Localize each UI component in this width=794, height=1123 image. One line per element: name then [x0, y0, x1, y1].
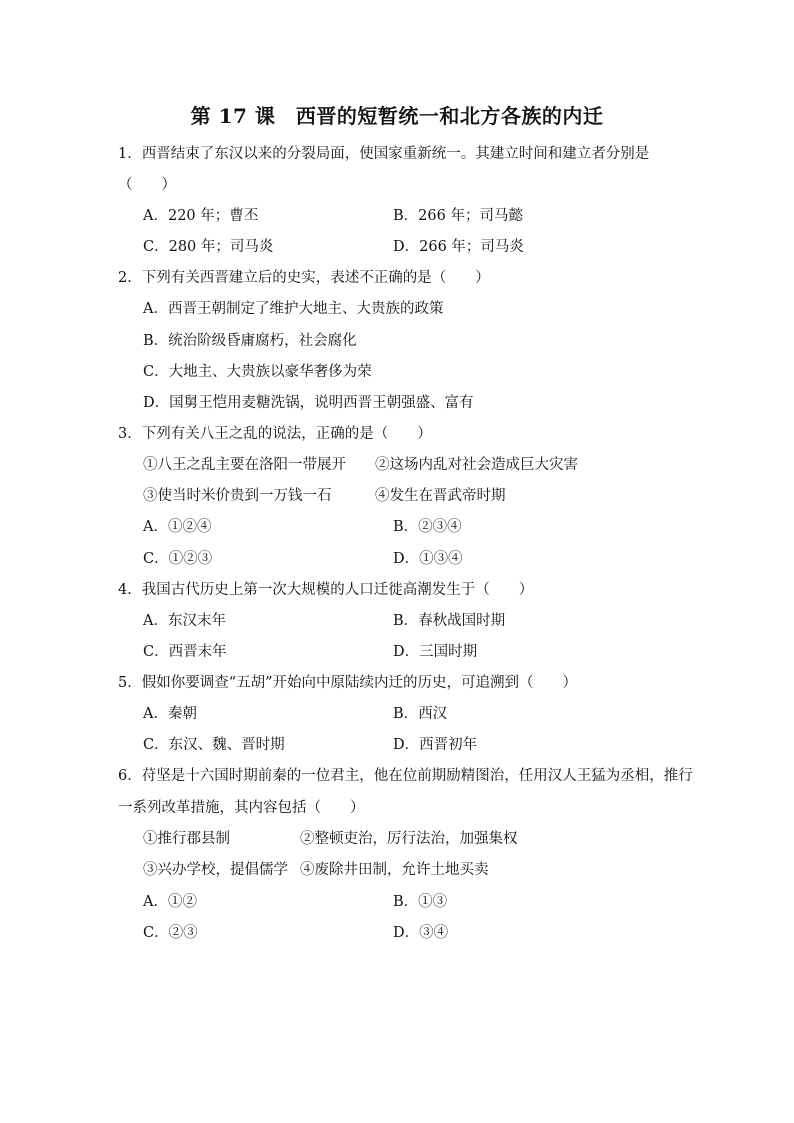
question-3-option-d: D．①③④ [393, 551, 463, 567]
question-2-option-b: B．统治阶级昏庸腐朽，社会腐化 [143, 333, 357, 349]
question-4-option-b: B．春秋战国时期 [393, 613, 506, 629]
page-title: 第 17 课 西晋的短暂统一和北方各族的内迁 [190, 104, 604, 128]
question-3-statement-1: ①八王之乱主要在洛阳一带展开 [143, 457, 346, 473]
question-6-statement-3: ③兴办学校，提倡儒学 [143, 862, 288, 878]
question-5-option-a: A．秦朝 [143, 706, 197, 722]
question-3-statement-2: ②这场内乱对社会造成巨大灾害 [375, 457, 578, 473]
question-1-stem-line-2: （ ） [118, 177, 176, 193]
question-5-stem: 5．假如你要调查“五胡”开始向中原陆续内迁的历史，可追溯到（ ） [118, 675, 578, 691]
question-6-stem-line-2: 一系列改革措施，其内容包括（ ） [118, 800, 365, 816]
question-3-option-c: C．①②③ [143, 551, 213, 567]
question-5-option-b: B．西汉 [393, 706, 448, 722]
question-3-statement-4: ④发生在晋武帝时期 [375, 488, 506, 504]
question-2-option-c: C．大地主、大贵族以豪华奢侈为荣 [143, 364, 372, 380]
question-5-option-d: D．西晋初年 [393, 737, 478, 753]
question-5-option-c: C．东汉、魏、晋时期 [143, 737, 285, 753]
question-4-option-a: A．东汉末年 [143, 613, 226, 629]
question-4-option-c: C．西晋末年 [143, 644, 227, 660]
question-2-stem: 2．下列有关西晋建立后的史实，表述不正确的是（ ） [118, 270, 490, 286]
question-3-stem: 3．下列有关八王之乱的说法，正确的是（ ） [118, 426, 432, 442]
question-6-option-d: D．③④ [393, 925, 449, 941]
question-1-option-a: A．220 年；曹丕 [143, 208, 259, 224]
question-1-option-b: B．266 年；司马懿 [393, 208, 523, 224]
question-6-statement-4: ④废除井田制，允许土地买卖 [300, 862, 489, 878]
question-4-stem: 4．我国古代历史上第一次大规模的人口迁徙高潮发生于（ ） [118, 582, 534, 598]
question-4-option-d: D．三国时期 [393, 644, 478, 660]
question-1-option-d: D．266 年；司马炎 [393, 239, 524, 255]
question-6-option-a: A．①② [143, 894, 197, 910]
question-1-stem-line-1: 1．西晋结束了东汉以来的分裂局面，使国家重新统一。其建立时间和建立者分别是 [118, 146, 650, 162]
question-1-option-c: C．280 年；司马炎 [143, 239, 274, 255]
question-3-statement-3: ③使当时米价贵到一万钱一石 [143, 488, 332, 504]
question-2-option-d: D．国舅王恺用麦糖洗锅，说明西晋王朝强盛、富有 [143, 395, 474, 411]
question-6-option-b: B．①③ [393, 894, 448, 910]
question-3-option-a: A．①②④ [143, 519, 212, 535]
question-6-statement-1: ①推行郡县制 [143, 831, 230, 847]
question-3-option-b: B．②③④ [393, 519, 462, 535]
question-6-option-c: C．②③ [143, 925, 198, 941]
question-6-statement-2: ②整顿吏治，厉行法治，加强集权 [300, 831, 518, 847]
question-2-option-a: A．西晋王朝制定了维护大地主、大贵族的政策 [143, 301, 444, 317]
question-6-stem-line-1: 6．苻坚是十六国时期前秦的一位君主，他在位前期励精图治，任用汉人王猛为丞相，推行 [118, 768, 693, 784]
